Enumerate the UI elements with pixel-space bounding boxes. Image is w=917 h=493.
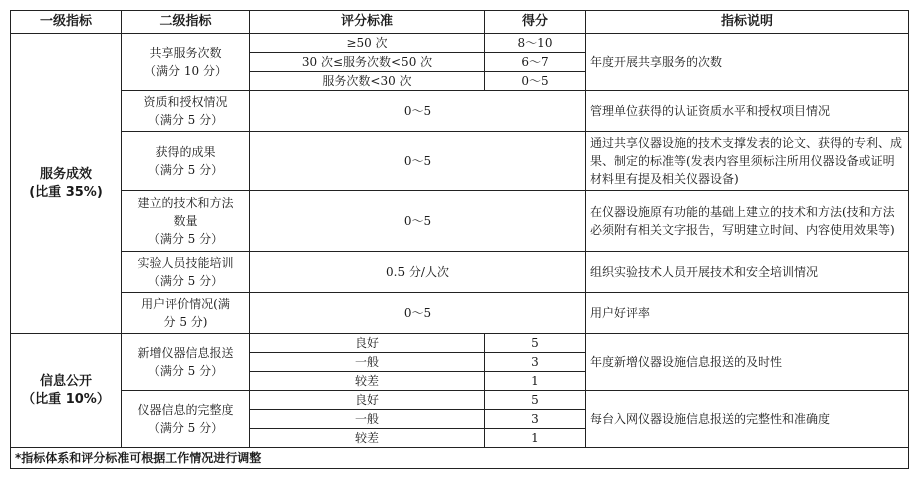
footnote: *指标体系和评分标准可根据工作情况进行调整 — [11, 448, 909, 469]
desc-training: 组织实验技术人员开展技术和安全培训情况 — [586, 252, 909, 293]
header-score: 得分 — [485, 11, 586, 34]
standard-cell: 较差 — [250, 429, 485, 448]
standard-cell: 服务次数<30 次 — [250, 72, 485, 91]
table-row — [11, 132, 909, 191]
level2-results: 获得的成果 （满分 5 分） — [122, 132, 250, 191]
header-level1: 一级指标 — [11, 11, 122, 34]
desc-completeness: 每台入网仪器设施信息报送的完整性和准确度 — [586, 391, 909, 448]
level2-shared-service: 共享服务次数 （满分 10 分） — [122, 34, 250, 91]
level1-info: 信息公开 （比重 10%） — [11, 334, 122, 448]
score-cell: 3 — [485, 353, 586, 372]
standard-cell: 0.5 分/人次 — [250, 252, 586, 293]
desc-new-report: 年度新增仪器设施信息报送的及时性 — [586, 334, 909, 391]
standard-cell: 良好 — [250, 391, 485, 410]
table-row — [11, 293, 909, 334]
standard-cell: 30 次≤服务次数<50 次 — [250, 53, 485, 72]
level2-training: 实验人员技能培训 （满分 5 分） — [122, 252, 250, 293]
table-row — [11, 191, 909, 252]
level1-service: 服务成效 (比重 35%) — [11, 34, 122, 334]
desc-methods: 在仪器设施原有功能的基础上建立的技术和方法(技和方法必须附有相关文字报告，写明建立时间、内容使用效果等) — [586, 191, 909, 252]
table-row — [11, 34, 909, 53]
score-cell: 1 — [485, 429, 586, 448]
standard-cell: 0～5 — [250, 191, 586, 252]
score-cell: 0～5 — [485, 72, 586, 91]
table-row — [11, 391, 909, 410]
header-description: 指标说明 — [586, 11, 909, 34]
table-row — [11, 252, 909, 293]
score-cell: 5 — [485, 391, 586, 410]
level2-evaluation: 用户评价情况(满 分 5 分) — [122, 293, 250, 334]
level2-new-report: 新增仪器信息报送 （满分 5 分） — [122, 334, 250, 391]
desc-results: 通过共享仪器设施的技术支撑发表的论文、获得的专利、成果、制定的标准等(发表内容里须标注所用仪器设备或证明材料里有提及相关仪器设备) — [586, 132, 909, 191]
score-cell: 6～7 — [485, 53, 586, 72]
header-standard: 评分标准 — [250, 11, 485, 34]
standard-cell: 较差 — [250, 372, 485, 391]
score-cell: 8～10 — [485, 34, 586, 53]
table-row — [11, 91, 909, 132]
level2-qualification: 资质和授权情况 （满分 5 分） — [122, 91, 250, 132]
standard-cell: ≥50 次 — [250, 34, 485, 53]
level2-methods: 建立的技术和方法 数量 （满分 5 分） — [122, 191, 250, 252]
standard-cell: 0～5 — [250, 293, 586, 334]
desc-shared-service: 年度开展共享服务的次数 — [586, 34, 909, 91]
standard-cell: 0～5 — [250, 132, 586, 191]
desc-evaluation: 用户好评率 — [586, 293, 909, 334]
evaluation-table-wrapper — [10, 10, 908, 469]
desc-qualification: 管理单位获得的认证资质水平和授权项目情况 — [586, 91, 909, 132]
evaluation-table — [10, 10, 909, 469]
score-cell: 3 — [485, 410, 586, 429]
score-cell: 5 — [485, 334, 586, 353]
table-row — [11, 334, 909, 353]
header-row — [11, 11, 909, 34]
standard-cell: 一般 — [250, 410, 485, 429]
level2-completeness: 仪器信息的完整度 （满分 5 分） — [122, 391, 250, 448]
header-level2: 二级指标 — [122, 11, 250, 34]
note-row — [11, 448, 909, 469]
score-cell: 1 — [485, 372, 586, 391]
standard-cell: 良好 — [250, 334, 485, 353]
standard-cell: 一般 — [250, 353, 485, 372]
standard-cell: 0～5 — [250, 91, 586, 132]
